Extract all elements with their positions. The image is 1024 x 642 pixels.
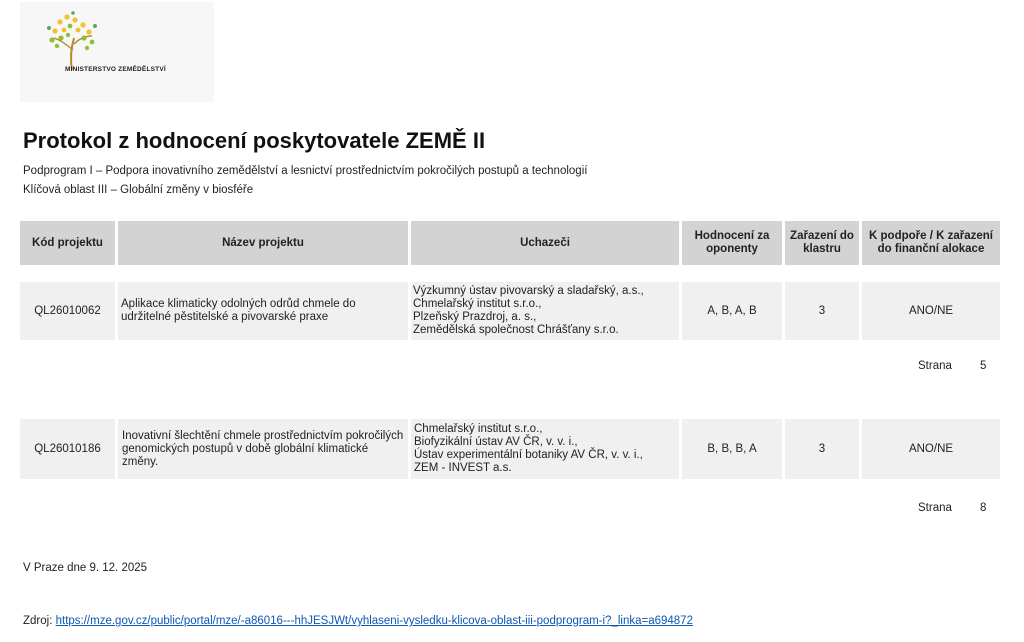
row-separator — [115, 419, 118, 479]
page-title: Protokol z hodnocení poskytovatele ZEMĚ II — [23, 128, 486, 153]
applicant: ZEM - INVEST a.s. — [414, 462, 512, 474]
row-separator — [115, 282, 118, 340]
applicant: Plzeňský Prazdroj, a. s., — [413, 311, 537, 323]
applicant: Výzkumný ústav pivovarský a sladařský, a.s., — [413, 285, 644, 297]
support-status: ANO/NE — [908, 304, 954, 317]
applicant: Chmelařský institut s.r.o., — [413, 298, 542, 310]
project-code: QL26010062 — [34, 304, 101, 317]
project-name: Aplikace klimaticky odolných odrůd chmele do udržitelné pěstitelské a pivovarské praxe — [121, 298, 356, 323]
cluster-value: 3 — [818, 442, 826, 455]
ministry-logo — [20, 2, 214, 102]
opponent-rating: A, B, A, B — [707, 304, 757, 317]
opponent-rating: B, B, B, A — [707, 442, 757, 455]
source-line — [23, 615, 693, 627]
page-label: Strana — [918, 502, 952, 514]
row-separator — [408, 282, 411, 340]
cluster-value: 3 — [818, 304, 826, 317]
logo-text: MINISTERSTVO ZEMĚDĚLSTVÍ — [65, 66, 166, 73]
applicant: Ústav experimentální botaniky AV ČR, v. v. i., — [414, 449, 643, 461]
applicant: Chmelařský institut s.r.o., — [414, 423, 543, 435]
applicant: Zemědělská společnost Chrášťany s.r.o. — [413, 324, 619, 336]
project-code: QL26010186 — [34, 442, 101, 455]
source-link[interactable]: https://mze.gov.cz/public/portal/mze/-a86016---hhJESJWt/vyhlaseni-vysledku-klicova-oblast-iii-podprogram-i?_linka=a694872 — [55, 615, 693, 627]
source-label: Zdroj: — [23, 615, 53, 627]
col-header-zarazeni: Zařazení do klastru — [785, 221, 859, 265]
applicants-list — [414, 419, 680, 479]
applicants-list — [413, 282, 679, 340]
page-label: Strana — [918, 360, 952, 372]
col-header-uchazeci: Uchazeči — [411, 221, 679, 265]
col-header-kod: Kód projektu — [20, 221, 115, 265]
col-header-podpora: K podpoře / K zařazení do finanční alokace — [862, 221, 1000, 265]
subprogram-text: Podprogram I – Podpora inovativního zemědělství a lesnictví prostřednictvím pokročilých postupů a technologií — [23, 165, 588, 177]
page-number: 5 — [980, 360, 987, 372]
col-header-nazev: Název projektu — [118, 221, 408, 265]
col-header-hodnoceni: Hodnocení za oponenty — [682, 221, 782, 265]
row-separator — [408, 419, 411, 479]
project-name: Inovativní šlechtění chmele prostřednictvím pokročilých genomických postupů v době globální klimatické změny. — [122, 429, 404, 468]
applicant: Biofyzikální ústav AV ČR, v. v. i., — [414, 436, 578, 448]
key-area-text: Klíčová oblast III – Globální změny v biosféře — [23, 184, 254, 196]
support-status: ANO/NE — [908, 442, 954, 455]
place-date: V Praze dne 9. 12. 2025 — [23, 562, 148, 574]
page-number: 8 — [980, 502, 987, 514]
tree-logo-icon — [40, 10, 100, 72]
